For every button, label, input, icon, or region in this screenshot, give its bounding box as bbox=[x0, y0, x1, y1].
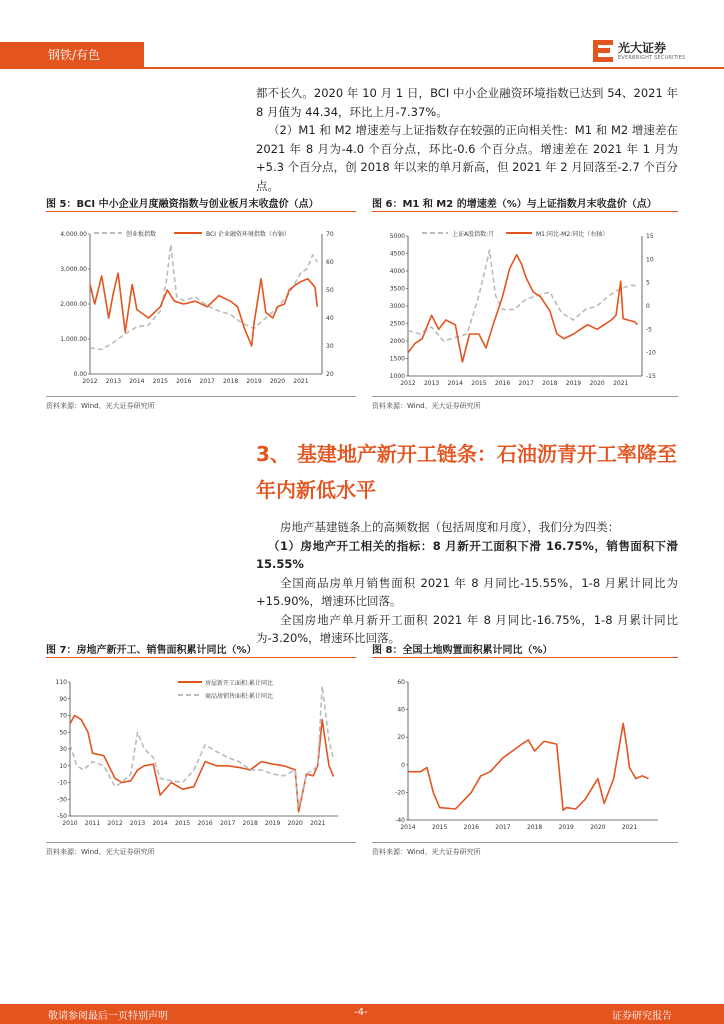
fig6-xtick-label: 2012 bbox=[400, 380, 416, 387]
fig6-ytick-right-label: -15 bbox=[646, 373, 656, 380]
fig7-ytick-label: 90 bbox=[59, 695, 67, 703]
fig5-top-rule bbox=[46, 211, 356, 212]
fig8-bottom-rule bbox=[372, 842, 678, 843]
fig5-xtick-label: 2014 bbox=[129, 378, 145, 385]
footer-page-number: -4- bbox=[354, 1007, 368, 1018]
fig6-series-1 bbox=[408, 255, 637, 362]
fig6-xtick-label: 2021 bbox=[613, 380, 629, 387]
fig5-series-0 bbox=[90, 245, 317, 350]
fig5-ytick-right-label: 40 bbox=[326, 315, 334, 322]
fig5-chart bbox=[46, 218, 356, 393]
fig6-bottom-rule bbox=[372, 396, 678, 397]
fig6-xtick-label: 2019 bbox=[565, 380, 582, 387]
fig6-ytick-right-label: 15 bbox=[646, 233, 654, 240]
fig7-ytick-label: 110 bbox=[55, 679, 67, 686]
fig8-chart bbox=[372, 664, 678, 840]
fig7-xtick-label: 2019 bbox=[265, 820, 281, 827]
fig5-legend bbox=[94, 230, 290, 238]
fig8-xtick-label: 2017 bbox=[495, 824, 511, 831]
sub1-highlight: 8 月新开工面积下滑 16.75%，销售面积下滑 15.55% bbox=[256, 538, 678, 571]
fig6-xtick-label: 2020 bbox=[589, 380, 605, 387]
fig8-source: 资料来源：Wind、光大证券研究所 bbox=[372, 848, 481, 856]
fig6-xtick-label: 2017 bbox=[518, 380, 534, 387]
fig6-legend-label-0: 上证A股指数:月 bbox=[452, 231, 495, 238]
fig5-xtick-label: 2013 bbox=[105, 378, 122, 385]
fig8-xtick-label: 2021 bbox=[621, 824, 638, 831]
fig7-xtick-label: 2018 bbox=[242, 820, 258, 827]
fig7-ytick-label: -30 bbox=[57, 796, 67, 804]
fig6-source: 资料来源：Wind、光大证券研究所 bbox=[372, 402, 481, 410]
fig5-legend-label-0: 创业板指数 bbox=[126, 231, 157, 238]
fig7-xtick-label: 2012 bbox=[107, 820, 123, 827]
fig5-xtick-label: 2016 bbox=[176, 378, 192, 385]
fig6-ytick-label: 2000 bbox=[389, 338, 405, 345]
header-divider bbox=[0, 67, 724, 69]
fig6-series-0 bbox=[408, 250, 637, 341]
everbright-logo-icon bbox=[590, 38, 616, 64]
fig5-ytick-label: 4,000.00 bbox=[60, 231, 87, 238]
intro-paragraphs bbox=[256, 84, 678, 195]
fig5-ytick-label: 1,000.00 bbox=[60, 336, 87, 343]
fig5-ytick-right-label: 50 bbox=[326, 287, 334, 294]
fig8-ytick-label: 0 bbox=[401, 761, 405, 769]
fig5-xtick-label: 2020 bbox=[269, 378, 286, 385]
fig7-ytick-label: -10 bbox=[57, 779, 67, 787]
fig8-xtick-label: 2018 bbox=[526, 824, 543, 831]
fig7-chart bbox=[46, 664, 356, 840]
fig6-xtick-label: 2013 bbox=[423, 380, 440, 387]
header-section-label: 钢铁/有色 bbox=[48, 48, 101, 62]
fig7-bottom-rule bbox=[46, 842, 356, 843]
fig6-ytick-right-label: 10 bbox=[646, 256, 654, 264]
fig6-xtick-label: 2018 bbox=[542, 380, 558, 387]
fig8-ytick-label: -20 bbox=[395, 789, 405, 797]
fig6-ytick-right-label: -5 bbox=[646, 326, 652, 334]
fig8-ytick-label: -40 bbox=[395, 817, 405, 824]
fig6-ytick-label: 4500 bbox=[389, 250, 405, 258]
fig7-xtick-label: 2020 bbox=[287, 820, 303, 827]
fig6-ytick-label: 3000 bbox=[389, 303, 405, 310]
fig5-ytick-right-label: 70 bbox=[326, 231, 334, 238]
fig6-xtick-label: 2015 bbox=[471, 380, 487, 387]
fig7-series-1 bbox=[70, 686, 334, 807]
paragraph-bci: 都不长久。2020 年 10 月 1 日，BCI 中小企业融资环境指数已达到 54、2021 年 8 月值为 44.34，环比上月-7.37%。 bbox=[256, 86, 678, 119]
fig8-xtick-label: 2015 bbox=[432, 824, 448, 831]
fig6-ytick-right-label: 0 bbox=[646, 303, 650, 310]
fig5-xtick-label: 2015 bbox=[152, 378, 168, 385]
fig5-series-1 bbox=[90, 273, 317, 346]
fig8-xtick-label: 2019 bbox=[558, 824, 574, 831]
fig7-xtick-label: 2021 bbox=[310, 820, 326, 827]
fig5-ytick-right-label: 30 bbox=[326, 343, 334, 350]
fig6-ytick-right-label: 5 bbox=[646, 279, 650, 287]
sub1-prefix: （1）房地产开工相关的指标： bbox=[268, 538, 433, 553]
fig7-title: 图 7：房地产新开工、销售面积累计同比（%） bbox=[46, 645, 257, 656]
section-3-body bbox=[256, 518, 678, 648]
fig6-ytick-label: 4000 bbox=[389, 268, 405, 275]
fig7-series-0 bbox=[70, 716, 334, 812]
footer-report-type: 证券研究报告 bbox=[612, 1011, 672, 1022]
paragraph-m1m2: （2）M1 和 M2 增速差与上证指数存在较强的正向相关性：M1 和 M2 增速差在 2021 年 8 月为-4.0 个百分点，环比-0.6 个百分点。增速差在 2021 年 1 月为+5.3 个百分点，创 2018 年以来的单月新高，但 2021 年 2 月回落至-2.7 个百分点。 bbox=[256, 123, 678, 193]
fig5-ytick-label: 3,000.00 bbox=[60, 266, 87, 273]
section-3-sales: 全国商品房单月销售面积 2021 年 8 月同比-15.55%，1-8 月累计同比为+15.90%，增速环比回落。 bbox=[256, 575, 678, 608]
fig8-title: 图 8：全国土地购置面积累计同比（%） bbox=[372, 645, 553, 656]
fig6-chart bbox=[372, 218, 678, 393]
fig5-title: 图 5：BCI 中小企业月度融资指数与创业板月末收盘价（点） bbox=[46, 199, 319, 210]
fig6-top-rule bbox=[372, 211, 678, 212]
section-3-sub1 bbox=[256, 537, 678, 574]
fig6-legend bbox=[422, 230, 608, 238]
section-3-intro: 房地产基建链条上的高频数据（包括周度和月度），我们分为四类： bbox=[280, 520, 620, 534]
fig5-xtick-label: 2018 bbox=[222, 378, 239, 385]
fig6-ytick-right-label: -10 bbox=[646, 349, 656, 357]
fig5-xtick-label: 2012 bbox=[82, 378, 98, 385]
fig7-ytick-label: -50 bbox=[57, 813, 67, 820]
fig7-legend-label-0: 房屋新开工面积:累计同比 bbox=[205, 680, 274, 687]
fig7-ytick-label: 30 bbox=[59, 746, 67, 753]
fig6-ytick-label: 3500 bbox=[389, 285, 405, 293]
fig7-xtick-label: 2010 bbox=[62, 820, 78, 827]
fig8-ytick-label: 20 bbox=[397, 734, 405, 742]
section-3-heading: 3、 基建地产新开工链条：石油沥青开工率降至年内新低水平 bbox=[256, 442, 677, 502]
fig7-xtick-label: 2017 bbox=[220, 820, 236, 827]
fig8-ytick-label: 40 bbox=[397, 706, 405, 714]
section-3-starts: 全国房地产单月新开工面积 2021 年 8 月同比-16.75%，1-8 月累计同比为-3.20%，增速环比回落。 bbox=[256, 612, 678, 645]
fig8-xtick-label: 2014 bbox=[400, 824, 416, 831]
fig6-ytick-label: 2500 bbox=[389, 320, 405, 328]
fig8-xtick-label: 2020 bbox=[590, 824, 606, 831]
fig6-ytick-label: 1000 bbox=[389, 373, 405, 380]
fig7-top-rule bbox=[46, 657, 356, 658]
fig8-top-rule bbox=[372, 657, 678, 658]
fig7-source: 资料来源：Wind、光大证券研究所 bbox=[46, 848, 155, 856]
fig5-xtick-label: 2019 bbox=[246, 378, 262, 385]
fig5-xtick-label: 2017 bbox=[199, 378, 215, 385]
fig5-ytick-label: 2,000.00 bbox=[60, 301, 87, 308]
fig6-legend-label-1: M1:同比-M2:同比（右轴） bbox=[536, 231, 609, 238]
fig8-xtick-label: 2016 bbox=[463, 824, 479, 831]
fig5-source: 资料来源：Wind、光大证券研究所 bbox=[46, 402, 155, 410]
fig7-legend-label-1: 商品房销售面积:累计同比 bbox=[205, 693, 274, 700]
fig6-xtick-label: 2016 bbox=[494, 380, 511, 387]
fig7-legend bbox=[178, 679, 273, 700]
footer-disclaimer-link[interactable]: 敬请参阅最后一页特别声明 bbox=[48, 1011, 168, 1022]
brand-name-cn: 光大证券 bbox=[618, 41, 667, 55]
fig7-ytick-label: 10 bbox=[59, 762, 67, 770]
brand-name-en: EVERBRIGHT SECURITIES bbox=[618, 55, 686, 61]
fig7-xtick-label: 2015 bbox=[174, 820, 191, 827]
fig7-ytick-label: 50 bbox=[59, 729, 67, 737]
fig5-ytick-right-label: 20 bbox=[326, 371, 334, 378]
fig5-xtick-label: 2021 bbox=[293, 378, 309, 385]
fig6-xtick-label: 2014 bbox=[447, 380, 463, 387]
fig8-series-0 bbox=[408, 723, 649, 810]
fig7-xtick-label: 2014 bbox=[152, 820, 168, 827]
fig7-xtick-label: 2013 bbox=[129, 820, 146, 827]
fig5-bottom-rule bbox=[46, 396, 356, 397]
fig7-xtick-label: 2011 bbox=[84, 820, 101, 827]
fig7-ytick-label: 70 bbox=[59, 712, 67, 720]
fig6-ytick-label: 5000 bbox=[389, 233, 405, 240]
fig5-ytick-right-label: 60 bbox=[326, 259, 334, 266]
fig8-ytick-label: 60 bbox=[397, 679, 405, 686]
fig7-xtick-label: 2016 bbox=[197, 820, 213, 827]
fig5-ytick-label: 0.00 bbox=[73, 371, 87, 378]
fig5-legend-label-1: BCI 企业融资环境指数（右轴） bbox=[206, 231, 290, 238]
fig6-title: 图 6：M1 和 M2 的增速差（%）与上证指数月末收盘价（点） bbox=[372, 199, 657, 210]
fig6-ytick-label: 1500 bbox=[389, 355, 405, 363]
